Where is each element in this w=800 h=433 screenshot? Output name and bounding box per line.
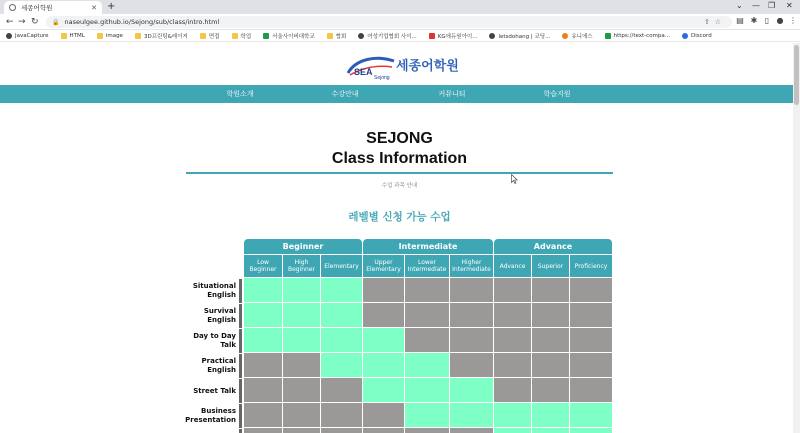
folder-icon: [97, 33, 103, 39]
share-and-bookmark-icons[interactable]: ⇪☆: [703, 18, 726, 26]
unavailable-cell: [494, 378, 531, 402]
unavailable-cell: [494, 353, 531, 377]
available-cell: [244, 328, 282, 352]
bookmark-label: letsdohang | 코딩...: [498, 33, 551, 40]
lock-icon: 🔒: [52, 18, 60, 26]
unavailable-cell: [405, 278, 449, 302]
minimize-button[interactable]: —: [752, 1, 760, 10]
back-icon[interactable]: ←: [6, 17, 14, 27]
course-row: [244, 378, 613, 403]
unavailable-cell: [532, 328, 569, 352]
close-tab-icon[interactable]: ✕: [91, 3, 97, 12]
sidepanel-icon[interactable]: ▯: [764, 16, 770, 25]
course-row: [244, 328, 613, 353]
level-header-cell: Upper Elementary: [363, 255, 404, 277]
unavailable-cell: [405, 328, 449, 352]
mouse-cursor-icon: [511, 174, 518, 184]
unavailable-cell: [532, 303, 569, 327]
url-text: naseulgee.github.io/Sejong/sub/class/intro.html: [64, 18, 220, 26]
course-name: Street Talk: [193, 386, 236, 395]
page-title: [186, 129, 613, 169]
unavailable-cell: [283, 403, 320, 427]
bookmark-label: https://text-compa...: [613, 32, 671, 39]
reload-icon[interactable]: ↻: [31, 17, 39, 27]
course-name: Practical English: [201, 357, 236, 374]
level-group-header-cell: Intermediate: [363, 239, 493, 254]
nav-item[interactable]: 커뮤니티: [438, 90, 466, 98]
bookmark-icon: [358, 33, 364, 39]
main-navigation: [0, 85, 800, 103]
bookmark-label: HTML: [69, 32, 85, 39]
row-label-bar: [239, 379, 242, 403]
new-tab-button[interactable]: +: [107, 1, 116, 12]
level-header-cell: Advance: [494, 255, 531, 277]
available-cell: [363, 328, 404, 352]
nav-item[interactable]: 학습지원: [543, 90, 571, 98]
unavailable-cell: [532, 353, 569, 377]
folder-icon: [61, 33, 67, 39]
course-name: Survival English: [203, 307, 236, 324]
unavailable-cell: [570, 353, 612, 377]
page-subtitle: 수업 과목 안내: [381, 183, 418, 189]
browser-toolbar: [0, 14, 800, 30]
available-cell: [570, 428, 612, 433]
row-label-bar: [239, 304, 242, 328]
bookmarks-bar: [0, 30, 800, 42]
bookmark-label: 유니에스: [571, 33, 593, 40]
page-viewport: [0, 43, 800, 433]
row-label-bar: [239, 329, 242, 353]
course-row: [244, 278, 613, 303]
bookmark-item[interactable]: [232, 32, 252, 40]
available-cell: [244, 303, 282, 327]
available-cell: [494, 428, 531, 433]
unavailable-cell: [450, 428, 493, 433]
bookmark-icon: [429, 33, 435, 39]
unavailable-cell: [570, 378, 612, 402]
course-row: [244, 428, 613, 433]
available-cell: [405, 403, 449, 427]
bookmark-icon: [6, 33, 12, 39]
course-name: Situational English: [192, 282, 236, 299]
level-group-header-cell: Advance: [494, 239, 612, 254]
puzzle-icon[interactable]: ✱: [750, 16, 758, 25]
unavailable-cell: [570, 303, 612, 327]
unavailable-cell: [570, 278, 612, 302]
available-cell: [283, 278, 320, 302]
bookmark-item[interactable]: [562, 32, 592, 40]
unavailable-cell: [244, 378, 282, 402]
level-header-cell: Higher Intermediate: [450, 255, 493, 277]
unavailable-cell: [283, 428, 320, 433]
available-cell: [405, 378, 449, 402]
available-cell: [283, 328, 320, 352]
unavailable-cell: [283, 378, 320, 402]
browser-tabstrip: [0, 0, 800, 14]
bookmark-item[interactable]: [489, 32, 550, 40]
available-cell: [321, 303, 362, 327]
level-course-table: [244, 239, 613, 433]
available-cell: [450, 378, 493, 402]
bookmark-icon: [562, 33, 568, 39]
unavailable-cell: [283, 353, 320, 377]
available-cell: [244, 278, 282, 302]
bookmark-label: 면접: [208, 33, 220, 40]
scrollbar-thumb[interactable]: [794, 45, 799, 105]
unavailable-cell: [450, 328, 493, 352]
row-label-bar: [239, 279, 242, 303]
section-title: 레벨별 신청 가능 수업: [348, 211, 451, 223]
bookmark-item[interactable]: [682, 33, 712, 39]
available-cell: [532, 403, 569, 427]
bookmark-icon: [263, 33, 269, 39]
unavailable-cell: [450, 278, 493, 302]
page-title-line2: Class Information: [331, 150, 468, 167]
level-header-cell: Lower Intermediate: [405, 255, 449, 277]
course-rows: [244, 278, 613, 433]
unavailable-cell: [532, 278, 569, 302]
unavailable-cell: [244, 403, 282, 427]
extension-icon[interactable]: ▤: [736, 16, 744, 25]
page-scrollbar[interactable]: [793, 43, 800, 433]
unavailable-cell: [363, 303, 404, 327]
row-label-bar: [239, 429, 242, 433]
unavailable-cell: [244, 353, 282, 377]
level-header-cell: Proficiency: [570, 255, 612, 277]
unavailable-cell: [570, 328, 612, 352]
bookmark-label: KG에듀원아이...: [437, 33, 478, 40]
level-header-cell: Elementary: [321, 255, 362, 277]
unavailable-cell: [450, 303, 493, 327]
bookmark-item[interactable]: [61, 33, 85, 39]
unavailable-cell: [244, 428, 282, 433]
folder-icon: [135, 33, 141, 39]
available-cell: [363, 378, 404, 402]
bookmark-label: image: [105, 32, 123, 39]
tab-search-icon[interactable]: ⌄: [736, 1, 743, 10]
bookmark-label: Discord: [691, 32, 712, 39]
available-cell: [570, 403, 612, 427]
course-row: [244, 353, 613, 378]
nav-item[interactable]: 수강안내: [331, 90, 359, 98]
course-row: [244, 303, 613, 328]
course-name: Day to Day Talk: [193, 332, 236, 349]
bookmark-label: 학업: [240, 33, 252, 40]
svg-text:Sejong: Sejong: [374, 75, 390, 81]
bookmark-item[interactable]: [327, 32, 347, 40]
course-row: [244, 403, 613, 428]
level-header-cell: Superior: [532, 255, 569, 277]
unavailable-cell: [494, 278, 531, 302]
unavailable-cell: [321, 378, 362, 402]
bookmark-item[interactable]: [263, 32, 315, 40]
bookmark-item[interactable]: [358, 32, 417, 40]
row-label-bar: [239, 404, 242, 428]
folder-icon: [200, 33, 206, 39]
unavailable-cell: [321, 428, 362, 433]
bookmark-label: 협회: [335, 33, 347, 40]
unavailable-cell: [405, 303, 449, 327]
available-cell: [321, 353, 362, 377]
unavailable-cell: [450, 353, 493, 377]
bookmark-icon: [605, 33, 611, 39]
bookmark-label: 서울사이버대학교: [272, 33, 315, 40]
course-name: Business Presentation: [185, 407, 236, 424]
folder-icon: [327, 33, 333, 39]
bookmark-label: 3D프린팅&레이저: [143, 33, 188, 40]
close-window-button[interactable]: ✕: [786, 1, 793, 10]
level-header: [244, 255, 613, 277]
level-header-cell: High Beginner: [283, 255, 320, 277]
maximize-button[interactable]: ❐: [768, 1, 776, 10]
title-divider: [186, 172, 613, 174]
bookmark-item[interactable]: [200, 32, 220, 40]
bookmark-icon: [682, 33, 688, 39]
available-cell: [283, 303, 320, 327]
unavailable-cell: [494, 328, 531, 352]
unavailable-cell: [363, 278, 404, 302]
course-name: [186, 429, 236, 433]
level-group-header-cell: Beginner: [244, 239, 362, 254]
globe-icon: [9, 4, 16, 11]
bookmark-label: 여성기업협회 사이...: [367, 33, 417, 40]
available-cell: [450, 403, 493, 427]
unavailable-cell: [363, 428, 404, 433]
available-cell: [405, 353, 449, 377]
svg-text:SEA: SEA: [354, 67, 373, 77]
unavailable-cell: [363, 403, 404, 427]
address-bar[interactable]: [46, 16, 732, 28]
level-group-header: [244, 239, 613, 254]
menu-icon[interactable]: ⋮: [789, 16, 797, 25]
bookmark-icon: [489, 33, 495, 39]
bookmark-item[interactable]: [429, 32, 478, 40]
tab-title: 세종어학원: [21, 4, 53, 12]
unavailable-cell: [321, 403, 362, 427]
bookmark-item[interactable]: [97, 33, 123, 39]
unavailable-cell: [494, 303, 531, 327]
row-label-bar: [239, 354, 242, 378]
bookmark-item[interactable]: [6, 33, 49, 39]
bookmark-item[interactable]: [135, 32, 188, 40]
bookmark-item[interactable]: [605, 33, 670, 39]
nav-item[interactable]: 학원소개: [226, 90, 254, 98]
browser-tab[interactable]: [4, 1, 102, 14]
unavailable-cell: [532, 378, 569, 402]
bookmark-label: JavaCapture: [15, 32, 49, 39]
profile-icon[interactable]: ●: [776, 16, 784, 25]
available-cell: [321, 328, 362, 352]
page-title-line1: SEJONG: [366, 130, 433, 147]
logo-text[interactable]: 세종어학원: [396, 59, 459, 74]
available-cell: [494, 403, 531, 427]
forward-icon[interactable]: →: [18, 17, 26, 27]
available-cell: [363, 353, 404, 377]
available-cell: [321, 278, 362, 302]
level-header-cell: Low Beginner: [244, 255, 282, 277]
folder-icon: [232, 33, 238, 39]
available-cell: [532, 428, 569, 433]
unavailable-cell: [405, 428, 449, 433]
